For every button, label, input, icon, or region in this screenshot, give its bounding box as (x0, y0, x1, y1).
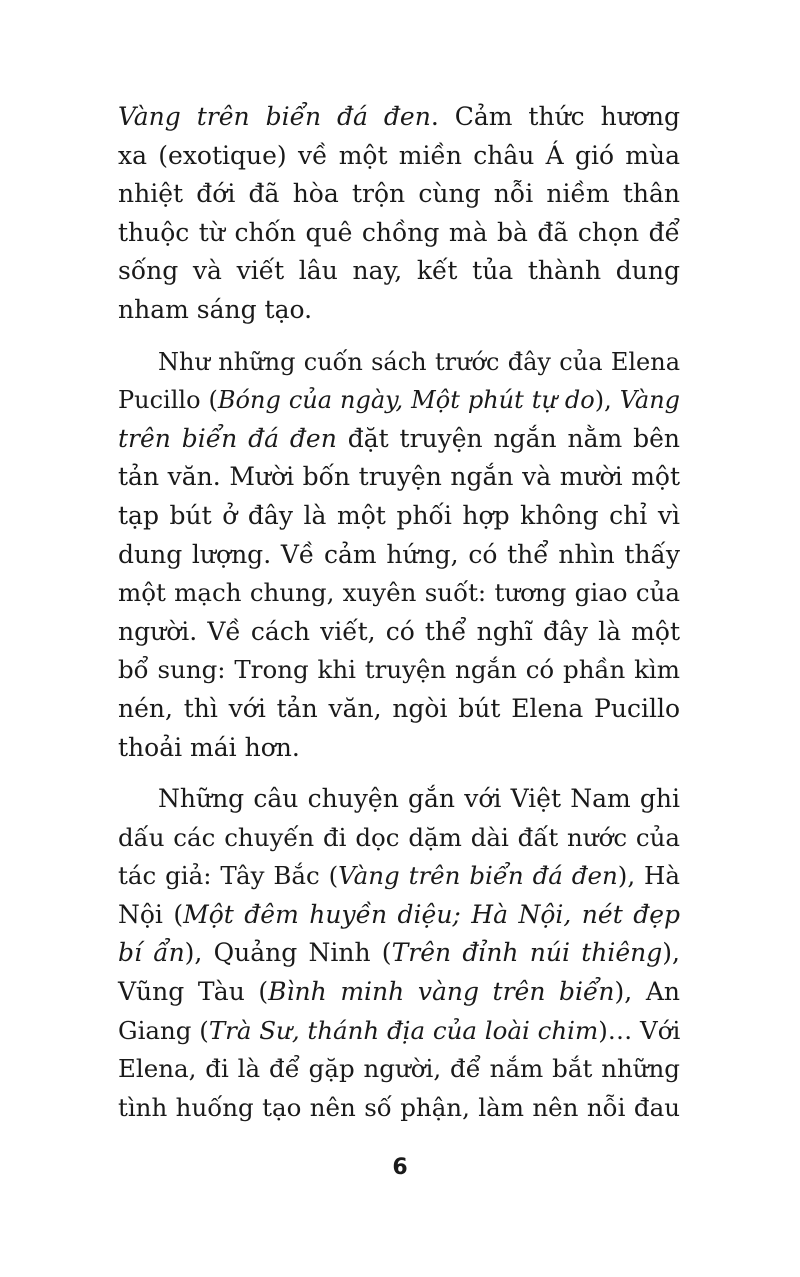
text-line (118, 1089, 680, 1128)
text-line (118, 381, 680, 420)
italic-title: Bình minh vàng trên biển (268, 977, 615, 1007)
text-run: một mạch chung, xuyên suốt: tương giao của (118, 578, 680, 608)
text-run: nhiệt đới đã hòa trộn cùng nỗi niềm thân (118, 179, 680, 209)
text-line (118, 252, 680, 291)
text-line (118, 690, 680, 729)
text-line (118, 98, 680, 137)
text-run: . Cảm thức hương (430, 102, 680, 131)
paragraph (118, 780, 680, 1127)
text-run: ), (662, 938, 680, 968)
text-line (118, 1012, 680, 1051)
text-line (118, 729, 680, 768)
paragraph-gap (118, 330, 680, 343)
text-line (118, 613, 680, 652)
text-run: Nội ( (118, 899, 184, 929)
text-line (118, 536, 680, 575)
text-run: ), Hà (617, 861, 681, 891)
italic-title: Bóng của ngày, Một phút tự do (217, 386, 595, 415)
body-text (118, 98, 680, 1127)
text-run: tác giả: Tây Bắc ( (118, 861, 339, 891)
text-run: Elena, đi là để gặp người, để nắm bắt những (118, 1054, 680, 1084)
text-line (118, 896, 680, 935)
text-line (118, 1050, 680, 1089)
text-line (118, 651, 680, 690)
text-line (118, 343, 680, 382)
text-run: sống và viết lâu nay, kết tủa thành dung (118, 256, 680, 286)
text-run: tình huống tạo nên số phận, làm nên nỗi đau (118, 1092, 680, 1122)
text-line (118, 458, 680, 497)
italic-title: trên biển đá đen (118, 423, 337, 453)
text-run: dung lượng. Về cảm hứng, có thể nhìn thấy (118, 539, 680, 569)
italic-title: Trên đỉnh núi thiêng (391, 938, 663, 968)
text-run: tạp bút ở đây là một phối hợp không chỉ vì (118, 500, 680, 530)
italic-title: bí ẩn (118, 938, 185, 968)
text-line (118, 819, 680, 858)
text-line (118, 420, 680, 459)
text-line (118, 137, 680, 176)
text-line (118, 780, 680, 819)
paragraph (118, 343, 680, 768)
text-line (118, 214, 680, 253)
italic-title: Vàng (619, 386, 681, 415)
text-run: đặt truyện ngắn nằm bên (336, 423, 680, 453)
text-run: nén, thì với tản văn, ngòi bút Elena Pucillo (118, 693, 680, 723)
text-line (118, 574, 680, 613)
text-run: Pucillo ( (118, 386, 218, 415)
paragraph-gap (118, 767, 680, 780)
text-run: dấu các chuyến đi dọc dặm dài đất nước của (118, 822, 680, 852)
text-run: bổ sung: Trong khi truyện ngắn có phần kìm (118, 655, 680, 685)
text-run: thoải mái hơn. (118, 732, 300, 762)
text-run: tản văn. Mười bốn truyện ngắn và mười một (118, 462, 680, 492)
text-line (118, 973, 680, 1012)
paragraph (118, 98, 680, 330)
italic-title: Vàng trên biển đá đen (338, 861, 618, 891)
text-run: ), (594, 386, 620, 415)
text-line (118, 175, 680, 214)
text-line (118, 934, 680, 973)
text-run: Giang ( (118, 1015, 209, 1045)
text-line (118, 291, 680, 330)
text-run: xa (exotique) về một miền châu Á gió mùa (118, 140, 680, 170)
text-run: Như những cuốn sách trước đây của Elena (158, 347, 680, 376)
text-run: ), An (614, 977, 680, 1007)
text-run: nham sáng tạo. (118, 294, 313, 324)
text-line (118, 857, 680, 896)
text-run: ), Quảng Ninh ( (184, 938, 392, 968)
text-run: thuộc từ chốn quê chồng mà bà đã chọn để (118, 217, 680, 247)
text-line (118, 497, 680, 536)
text-run: Vũng Tàu ( (118, 977, 269, 1007)
italic-title: Vàng trên biển đá đen (118, 102, 431, 131)
page-number: 6 (392, 1155, 408, 1180)
text-run: )… Với (598, 1015, 681, 1045)
italic-title: Một đêm huyền diệu; Hà Nội, nét đẹp (183, 899, 680, 929)
text-run: Những câu chuyện gắn với Việt Nam ghi (158, 784, 680, 814)
text-run: người. Về cách viết, có thể nghĩ đây là một (118, 616, 680, 646)
italic-title: Trà Sư, thánh địa của loài chim (208, 1015, 599, 1045)
